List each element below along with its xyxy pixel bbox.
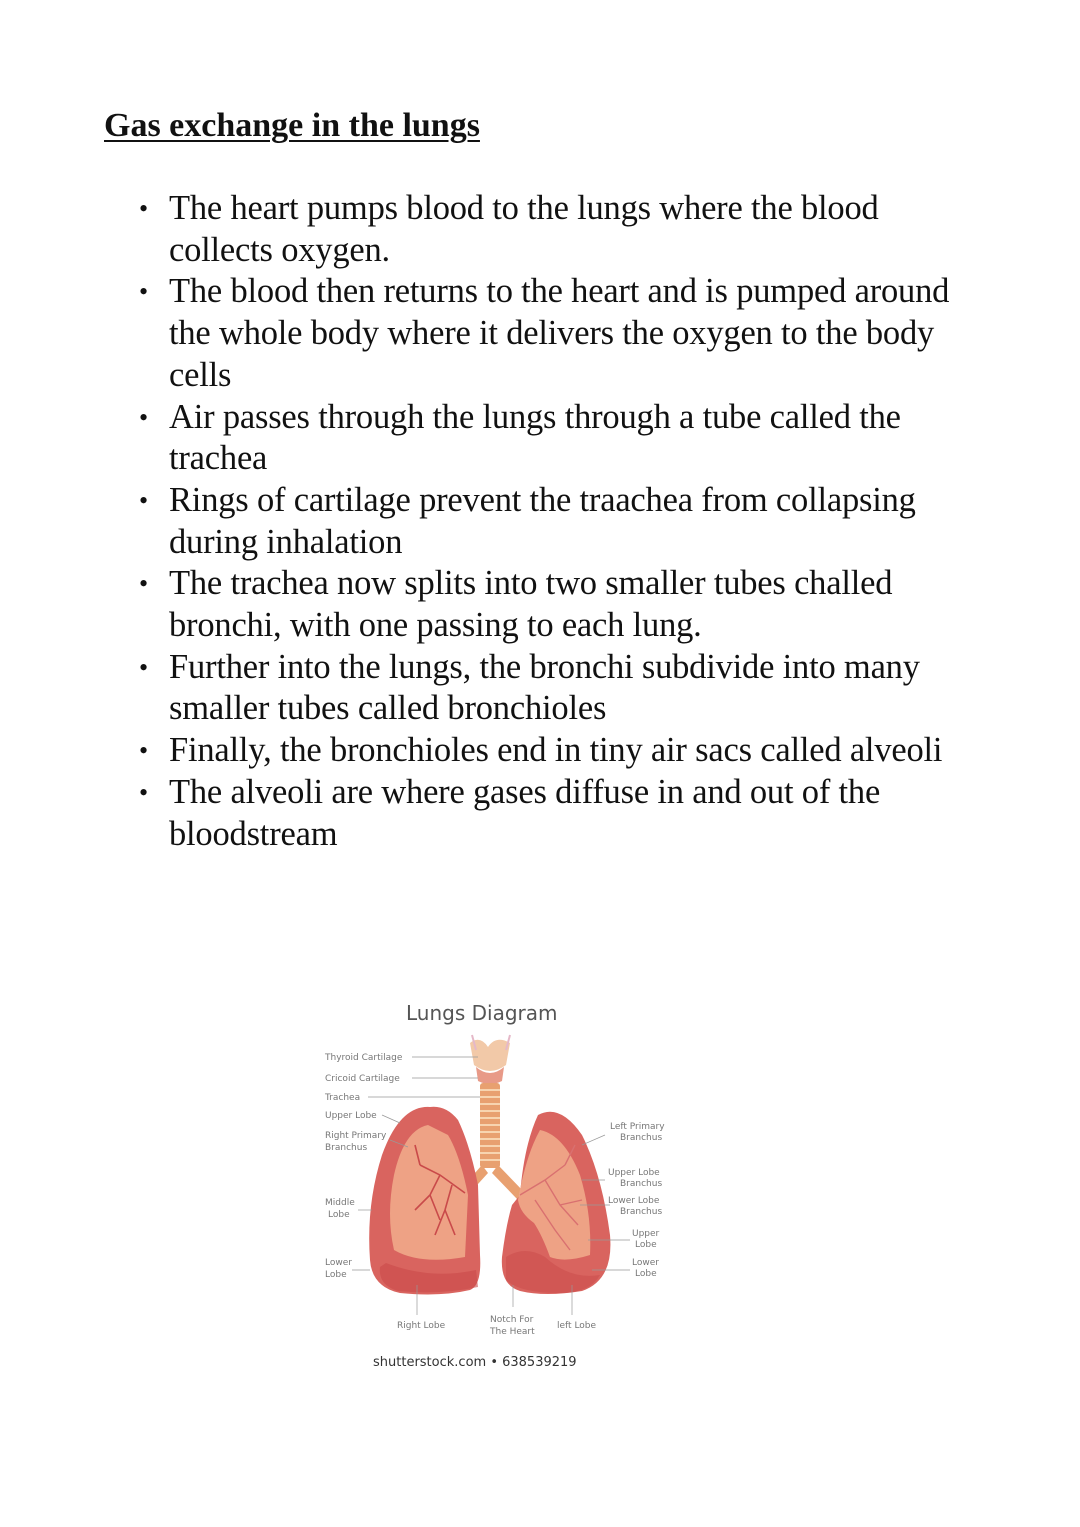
lungs-diagram-image: [320, 995, 670, 1380]
label-notch-for-heart-line2: The Heart: [490, 1327, 535, 1337]
image-credit: shutterstock.com • 638539219: [373, 1355, 577, 1370]
bullet-item: • The alveoli are where gases diffuse in and out of the bloodstream: [169, 772, 989, 855]
label-trachea: Trachea: [325, 1093, 361, 1103]
label-left-primary-bronchus: Left Primary: [610, 1122, 665, 1132]
label-left-lobe: left Lobe: [557, 1321, 597, 1331]
thyroid-cartilage-shape: [470, 1040, 510, 1071]
bullet-item: • The blood then returns to the heart and is pumped around the whole body where it delivers the oxygen to the body cells: [169, 271, 989, 396]
page-title: Gas exchange in the lungs: [104, 107, 480, 144]
label-lower-lobe-bronchus-line2: Branchus: [620, 1207, 663, 1217]
bullet-list: [169, 188, 989, 855]
label-upper-lobe-bronchus-line2: Branchus: [620, 1179, 663, 1189]
label-lower-lobe-left-line2: Lobe: [325, 1270, 347, 1280]
label-right-primary-bronchus-line2: Branchus: [325, 1143, 368, 1153]
bullet-item: • Rings of cartilage prevent the traachea from collapsing during inhalation: [169, 480, 989, 563]
bullet-item: • Finally, the bronchioles end in tiny air sacs called alveoli: [169, 730, 989, 772]
label-upper-lobe-right-line2: Lobe: [635, 1240, 657, 1250]
bullet-item: • Further into the lungs, the bronchi subdivide into many smaller tubes called bronchioles: [169, 647, 989, 730]
label-notch-for-heart: Notch For: [490, 1315, 534, 1325]
label-left-primary-bronchus-line2: Branchus: [620, 1133, 663, 1143]
label-thyroid-cartilage: Thyroid Cartilage: [325, 1053, 403, 1063]
label-lower-lobe-bronchus: Lower Lobe: [608, 1196, 660, 1206]
lungs-illustration: [320, 995, 670, 1380]
diagram-title: Lungs Diagram: [406, 1001, 558, 1025]
label-lower-lobe-right-line2: Lobe: [635, 1269, 657, 1279]
label-upper-lobe-bronchus: Upper Lobe: [608, 1168, 660, 1178]
bullet-item: • The heart pumps blood to the lungs where the blood collects oxygen.: [169, 188, 989, 271]
bullet-item: • The trachea now splits into two smaller tubes challed bronchi, with one passing to each lung.: [169, 563, 989, 646]
label-right-lobe: Right Lobe: [397, 1321, 446, 1331]
label-right-primary-bronchus: Right Primary: [325, 1131, 387, 1141]
label-middle-lobe: Middle: [325, 1198, 355, 1208]
label-cricoid-cartilage: Cricoid Cartilage: [325, 1074, 400, 1084]
label-upper-lobe: Upper Lobe: [325, 1111, 377, 1121]
label-upper-lobe-right: Upper: [632, 1229, 660, 1239]
bullet-item: • Air passes through the lungs through a tube called the trachea: [169, 397, 989, 480]
label-lower-lobe-left: Lower: [325, 1258, 352, 1268]
label-middle-lobe-line2: Lobe: [328, 1210, 350, 1220]
label-lower-lobe-right: Lower: [632, 1258, 659, 1268]
